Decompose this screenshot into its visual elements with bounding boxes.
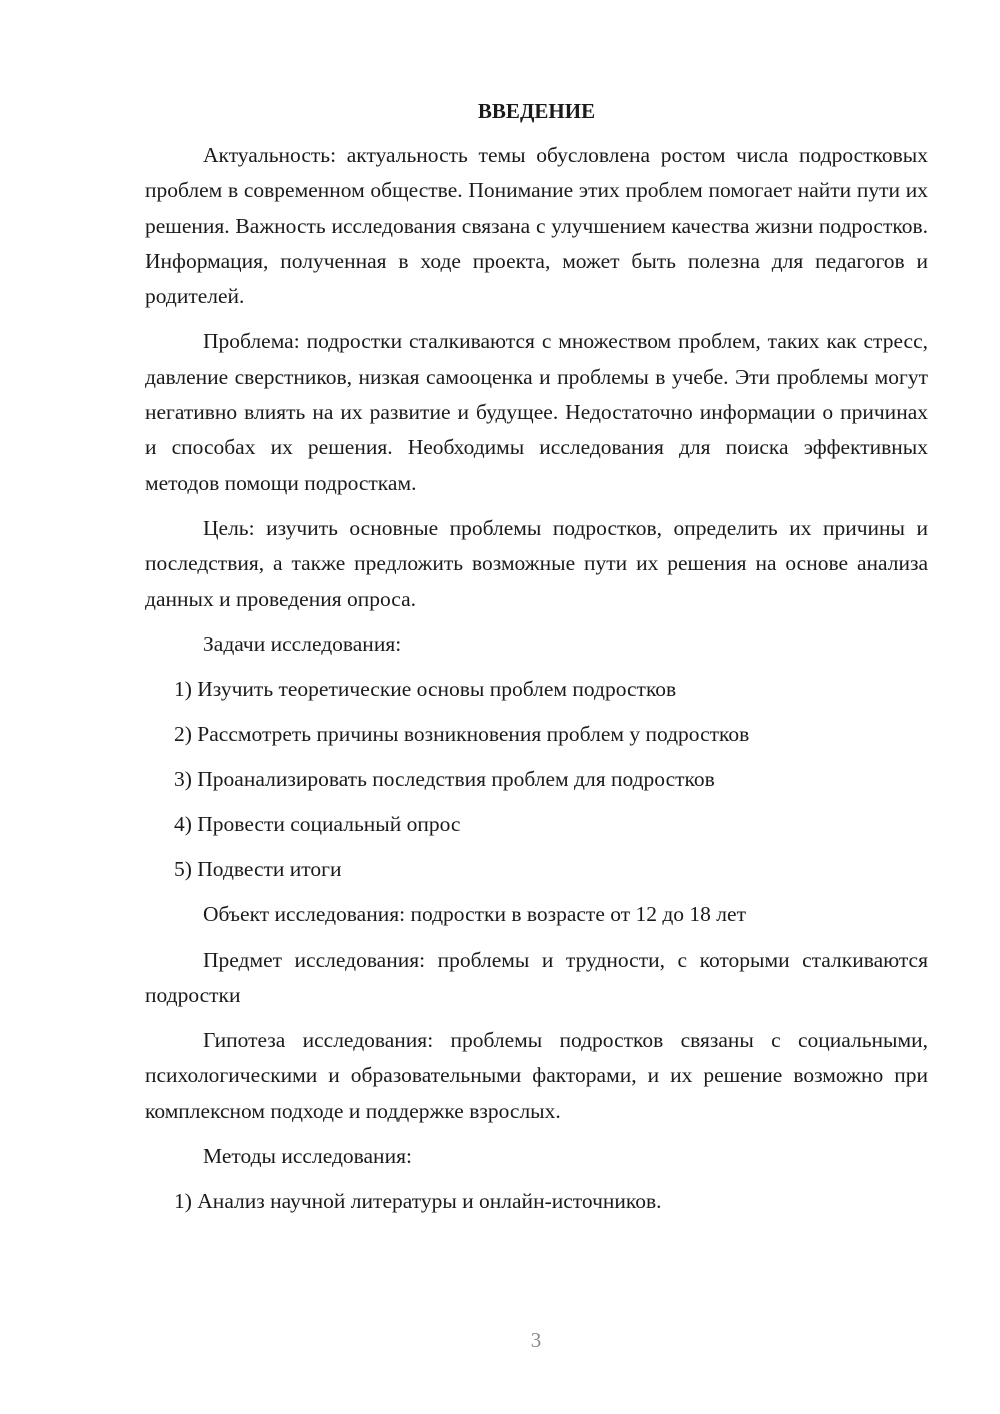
- research-subject: Предмет исследования: проблемы и трудности, с которыми сталкиваются подростки: [145, 947, 928, 1007]
- task-item-5: 5) Подвести итоги: [174, 857, 342, 882]
- task-item-2: 2) Рассмотреть причины возникновения проблем у подростков: [174, 722, 750, 747]
- relevance-paragraph: Актуальность: актуальность темы обусловлена ростом числа подростковых проблем в современном обществе. Понимание этих проблем помогает найти пути их решения. Важность исследования связана с улучшением качества жизни подростков. Информация, полученная в ходе проекта, может быть полезна для педагогов и родителей.: [145, 143, 928, 309]
- research-hypothesis: Гипотеза исследования: проблемы подростков связаны с социальными, психологическими и образовательными факторами, и их решение возможно при комплексном подходе и поддержке взрослых.: [145, 1028, 928, 1123]
- method-item-1: 1) Анализ научной литературы и онлайн-источников.: [174, 1189, 662, 1214]
- page-number: 3: [530, 1328, 542, 1352]
- problem-paragraph: Проблема: подростки сталкиваются с множеством проблем, таких как стресс, давление сверстников, низкая самооценка и проблемы в учебе. Эти проблемы могут негативно влиять на их развитие и будущее. Недостаточно информации о причинах и способах их решения. Необходимы исследования для поиска эффективных методов помощи подросткам.: [145, 329, 928, 495]
- page-title: ВВЕДЕНИЕ: [477, 99, 596, 123]
- methods-heading: Методы исследования:: [203, 1144, 412, 1168]
- document-page: [145, 96, 928, 1229]
- task-item-3: 3) Проанализировать последствия проблем для подростков: [174, 767, 715, 792]
- tasks-heading: Задачи исследования:: [203, 631, 402, 656]
- goal-paragraph: Цель: изучить основные проблемы подростков, определить их причины и последствия, а также предложить возможные пути их решения на основе анализа данных и проведения опроса.: [145, 515, 928, 611]
- task-item-1: 1) Изучить теоретические основы проблем подростков: [174, 676, 677, 701]
- task-item-4: 4) Провести социальный опрос: [174, 812, 461, 837]
- research-object: Объект исследования: подростки в возрасте от 12 до 18 лет: [203, 902, 746, 927]
